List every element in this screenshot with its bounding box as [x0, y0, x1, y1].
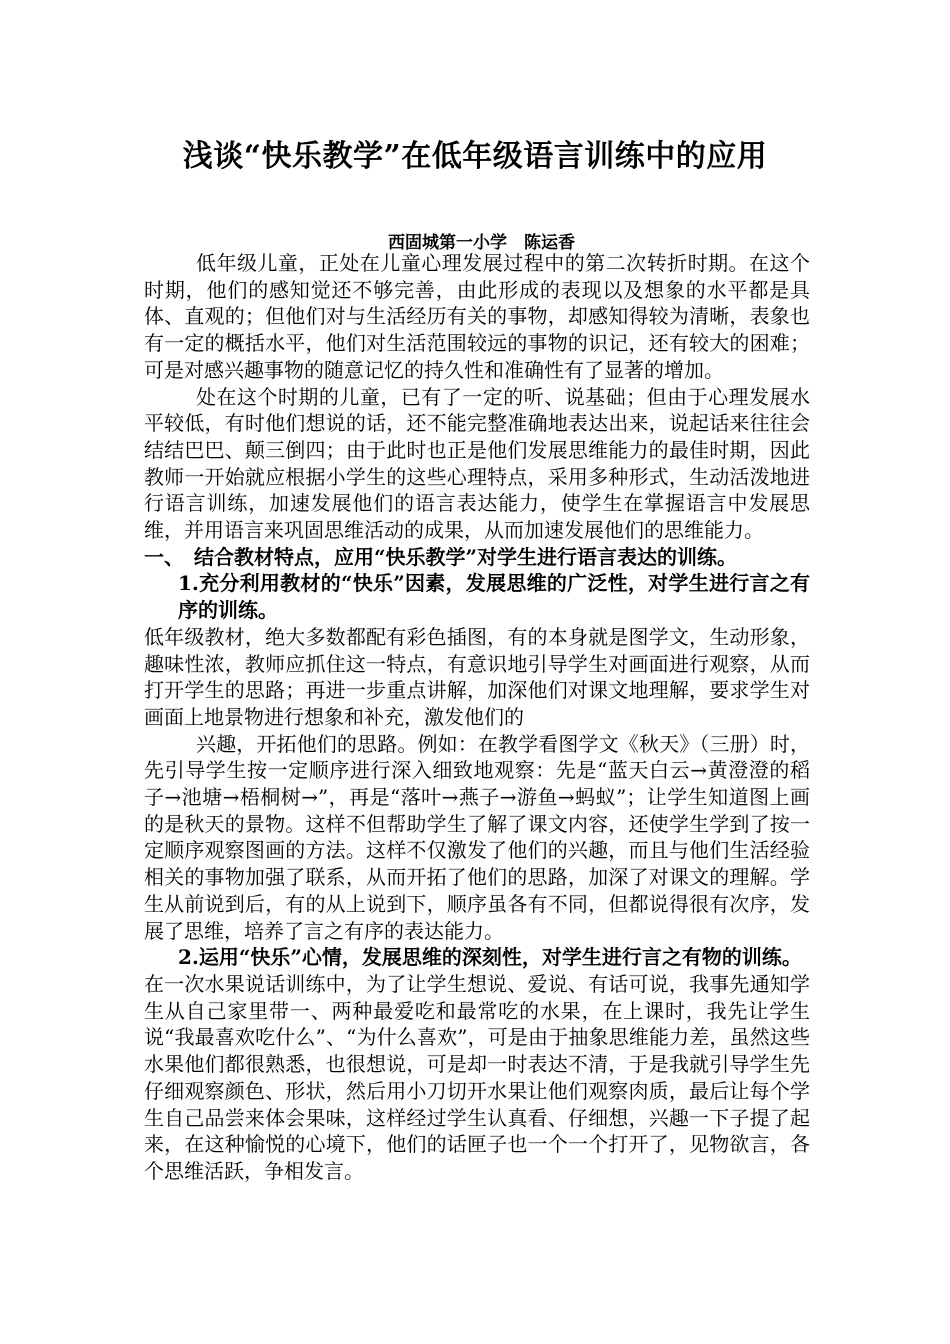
paragraph-textbook-1: 低年级教材，绝大多数都配有彩色插图，有的本身就是图学文，生动形象，趣味性浓，教师应抓住这一特点，有意识地引导学生对画面进行观察，从而打开学生的思路；再进一步重点讲解，加深他们对课文地理解，要求学生对画面上地景物进行想象和补充，激发他们的: [144, 624, 810, 729]
subsection-heading-1: 1.充分利用教材的“快乐”因素，发展思维的广泛性，对学生进行言之有序的训练。: [178, 571, 810, 623]
document-body: [144, 250, 810, 1185]
document-title: 浅谈“快乐教学”在低年级语言训练中的应用: [182, 139, 768, 174]
paragraph-fruit: 在一次水果说话训练中，为了让学生想说、爱说、有话可说，我事先通知学生从自己家里带一、两种最爱吃和最常吃的水果，在上课时，我先让学生说“我最喜欢吃什么”、“为什么喜欢”，可是由于抽象思维能力差，虽然这些水果他们都很熟悉，也很想说，可是却一时表达不清，于是我就引导学生先仔细观察颜色、形状，然后用小刀切开水果让他们观察肉质，最后让每个学生自己品尝来体会果味，这样经过学生认真看、仔细想，兴趣一下子提了起来，在这种愉悦的心境下，他们的话匣子也一个一个打开了，见物欲言，各个思维活跃，争相发言。: [144, 971, 810, 1183]
section-heading-1: 一、 结合教材特点，应用“快乐教学”对学生进行语言表达的训练。: [144, 544, 738, 569]
author-line: 西固城第一小学 陈运香: [388, 233, 575, 253]
paragraph-textbook-2: 兴趣，开拓他们的思路。例如：在教学看图学文《秋天》（三册）时，先引导学生按一定顺序进行深入细致地观察：先是“蓝天白云→黄澄澄的稻子→池塘→梧桐树→”，再是“落叶→燕子→游鱼→蚂蚁”；让学生知道图上画的是秋天的景物。这样不但帮助学生了解了课文内容，还使学生学到了按一定顺序观察图画的方法。这样不仅激发了他们的兴趣，而且与他们生活经验相关的事物加强了联系，从而开拓了他们的思路，加深了对课文的理解。学生从前说到后，有的从上说到下，顺序虽各有不同，但都说得很有次序，发展了思维，培养了言之有序的表达能力。: [144, 731, 810, 943]
paragraph-intro-2: 处在这个时期的儿童，已有了一定的听、说基础；但由于心理发展水平较低，有时他们想说的话，还不能完整准确地表达出来，说起话来往往会结结巴巴、颠三倒四；由于此时也正是他们发展思维能力的最佳时期，因此教师一开始就应根据小学生的这些心理特点，采用多种形式，生动活泼地进行语言训练，加速发展他们的语言表达能力，使学生在掌握语言中发展思维，并用语言来巩固思维活动的成果，从而加速发展他们的思维能力。: [144, 384, 810, 543]
subsection-heading-2: 2.运用“快乐”心情，发展思维的深刻性，对学生进行言之有物的训练。: [178, 945, 802, 970]
paragraph-intro-1: 低年级儿童，正处在儿童心理发展过程中的第二次转折时期。在这个时期，他们的感知觉还不够完善，由此形成的表现以及想象的水平都是具体、直观的；但他们对与生活经历有关的事物，却感知得较为清晰，表象也有一定的概括水平，他们对生活范围较远的事物的识记，还有较大的困难；可是对感兴趣事物的随意记忆的持久性和准确性有了显著的增加。: [144, 251, 810, 382]
